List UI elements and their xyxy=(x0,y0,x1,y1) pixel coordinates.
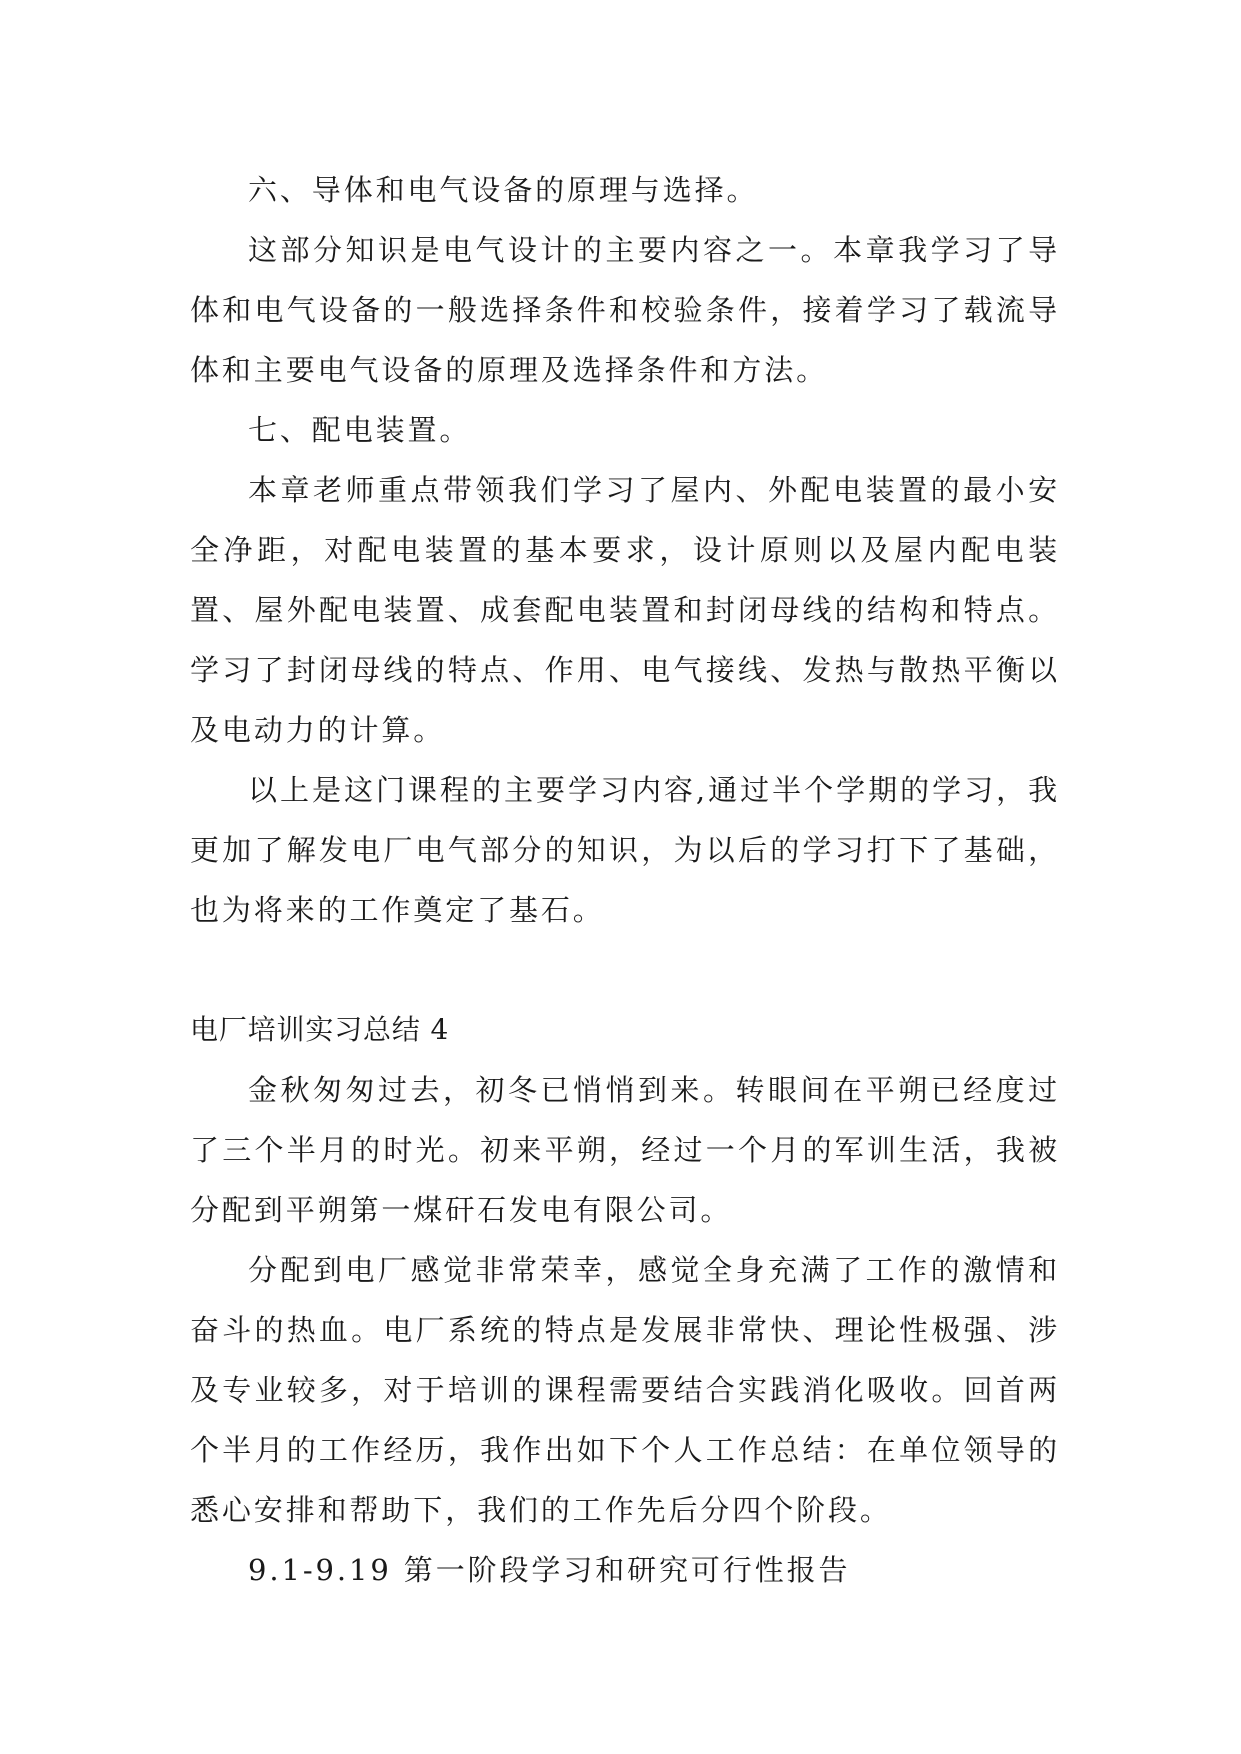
document-page xyxy=(190,160,1060,1600)
paragraph-course-summary: 以上是这门课程的主要学习内容,通过半个学期的学习，我更加了解发电厂电气部分的知识，为以后的学习打下了基础，也为将来的工作奠定了基石。 xyxy=(190,773,1060,927)
section-heading-seven: 七、配电装置。 xyxy=(248,413,472,447)
paragraph-distribution-device: 本章老师重点带领我们学习了屋内、外配电装置的最小安全净距，对配电装置的基本要求，设计原则以及屋内配电装置、屋外配电装置、成套配电装置和封闭母线的结构和特点。学习了封闭母线的特点、作用、电气接线、发热与散热平衡以及电动力的计算。 xyxy=(190,473,1060,747)
stage-one-heading: 9.1-9.19 第一阶段学习和研究可行性报告 xyxy=(248,1553,851,1587)
paragraph-conductor-selection: 这部分知识是电气设计的主要内容之一。本章我学习了导体和电气设备的一般选择条件和校验条件，接着学习了载流导体和主要电气设备的原理及选择条件和方法。 xyxy=(190,233,1060,387)
paragraph-work-experience: 分配到电厂感觉非常荣幸，感觉全身充满了工作的激情和奋斗的热血。电厂系统的特点是发展非常快、理论性极强、涉及专业较多，对于培训的课程需要结合实践消化吸收。回首两个半月的工作经历，我作出如下个人工作总结：在单位领导的悉心安排和帮助下，我们的工作先后分四个阶段。 xyxy=(190,1253,1060,1527)
section-heading-six: 六、导体和电气设备的原理与选择。 xyxy=(248,173,759,207)
document-section-title: 电厂培训实习总结 4 xyxy=(190,1013,450,1046)
paragraph-arrival: 金秋匆匆过去，初冬已悄悄到来。转眼间在平朔已经度过了三个半月的时光。初来平朔，经过一个月的军训生活，我被分配到平朔第一煤矸石发电有限公司。 xyxy=(190,1073,1060,1227)
